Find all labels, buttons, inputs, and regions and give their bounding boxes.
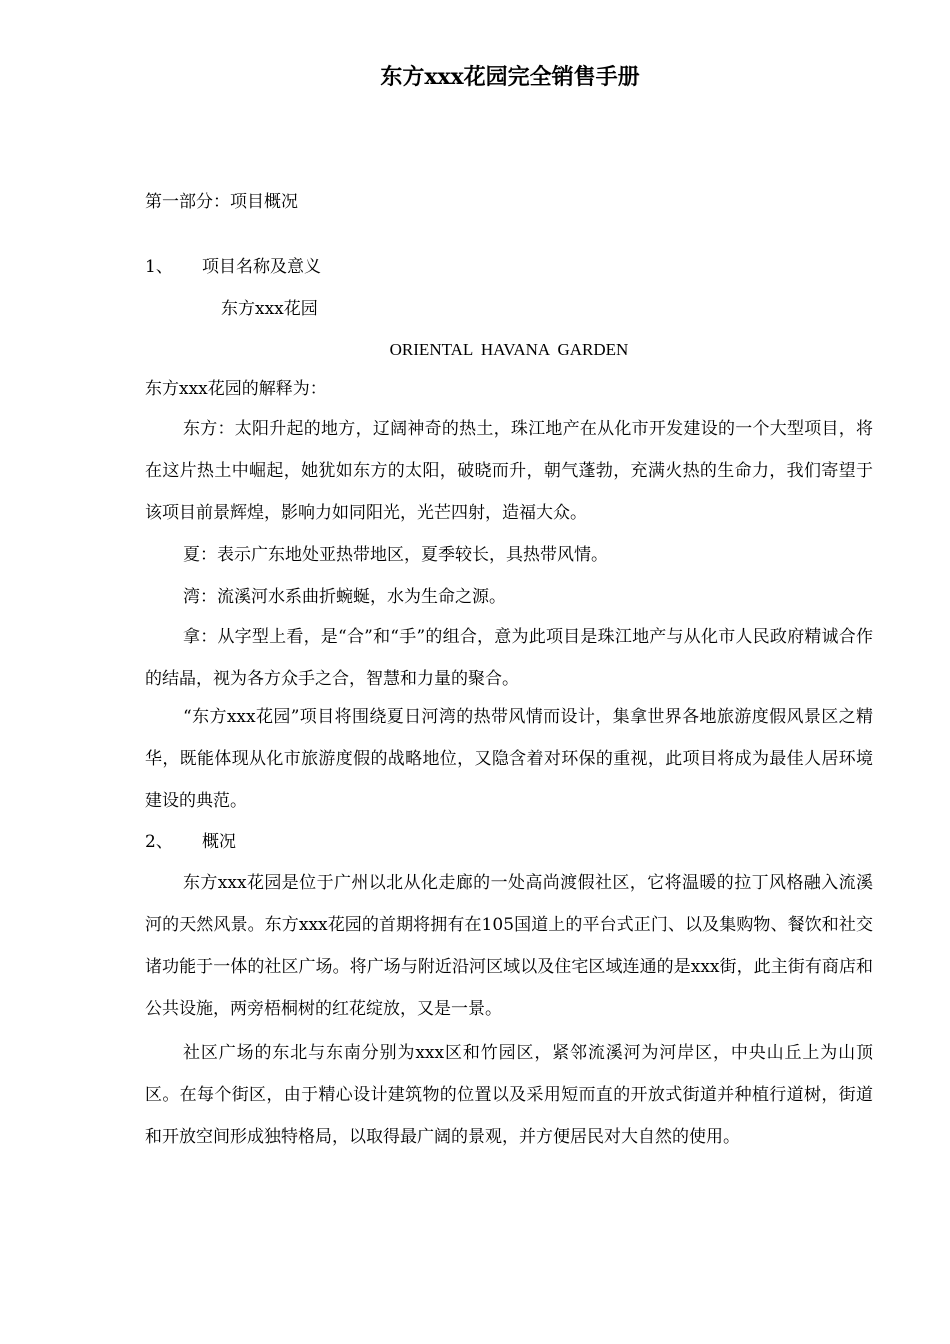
paragraph-dongfang: 东方：太阳升起的地方，辽阔神奇的热土，珠江地产在从化市开发建设的一个大型项目，将在这片热土中崛起，她犹如东方的太阳，破晓而升，朝气蓬勃，充满火热的生命力，我们寄望于该项目前景辉煌，影响力如同阳光，光芒四射，造福大众。	[145, 419, 873, 523]
part-heading: 第一部分：项目概况	[145, 192, 298, 212]
section1-heading: 项目名称及意义	[202, 257, 321, 277]
paragraph-na: 拿：从字型上看，是“合”和“手”的组合，意为此项目是珠江地产与从化市人民政府精诚合作的结晶，视为各方众手之合，智慧和力量的聚合。	[145, 627, 873, 689]
paragraph-overview-2: 社区广场的东北与东南分别为xxx区和竹园区，紧邻流溪河为河岸区，中央山丘上为山顶区。在每个街区，由于精心设计建筑物的位置以及采用短而直的开放式街道并种植行道树，街道和开放空间形成独特格局，以取得最广阔的景观，并方便居民对大自然的使用。	[145, 1043, 873, 1147]
document-title: 东方xxx花园完全销售手册	[380, 64, 640, 90]
paragraph-xia: 夏：表示广东地处亚热带地区，夏季较长，具热带风情。	[183, 545, 608, 565]
paragraph-wan: 湾：流溪河水系曲折蜿蜒，水为生命之源。	[183, 587, 506, 607]
section2-number: 2、	[145, 832, 173, 852]
paragraph-overview-1: 东方xxx花园是位于广州以北从化走廊的一处高尚渡假社区，它将温暖的拉丁风格融入流溪河的天然风景。东方xxx花园的首期将拥有在105国道上的平台式正门、以及集购物、餐饮和社交诸功能于一体的社区广场。将广场与附近沿河区域以及住宅区域连通的是xxx街，此主街有商店和公共设施，两旁梧桐树的红花绽放，又是一景。	[145, 873, 873, 1019]
explain-intro: 东方xxx花园的解释为：	[145, 379, 327, 399]
section2-heading-line	[145, 829, 236, 855]
section1-heading-line	[145, 254, 321, 280]
project-name-cn: 东方xxx花园	[221, 299, 318, 319]
project-name-en: ORIENTAL HAVANA GARDEN	[389, 340, 629, 359]
section1-number: 1、	[145, 257, 173, 277]
section2-heading: 概况	[202, 832, 236, 852]
paragraph-summary: “东方xxx花园”项目将围绕夏日河湾的热带风情而设计，集拿世界各地旅游度假风景区之精华，既能体现从化市旅游度假的战略地位，又隐含着对环保的重视，此项目将成为最佳人居环境建设的典范。	[145, 707, 873, 811]
